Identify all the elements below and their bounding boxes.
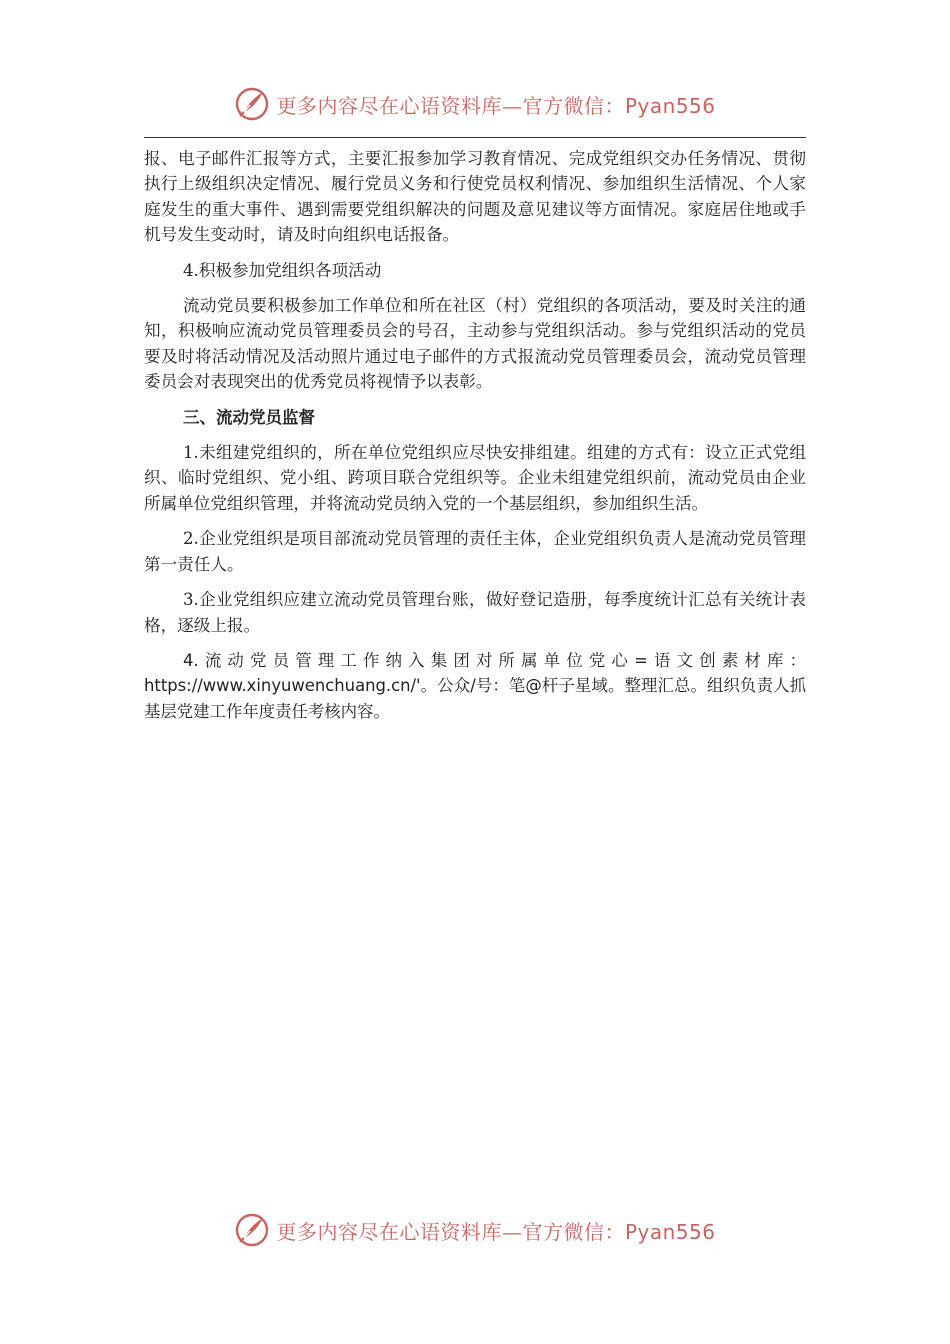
- footer-banner: [0, 1210, 950, 1250]
- section-heading-supervision: 三、流动党员监督: [183, 407, 315, 427]
- footer-brand-text: 更多内容尽在心语资料库—官方微信：Pyan556: [276, 1219, 716, 1244]
- paragraph-item-1: 1.未组建党组织的，所在单位党组织应尽快安排组建。组建的方式有：设立正式党组织、临时党组织、党小组、跨项目联合党组织等。企业未组建党组织前，流动党员由企业所属单位党组织管理，并将流动党员纳入党的一个基层组织，参加组织生活。: [144, 443, 806, 513]
- paragraph-item-3: 3.企业党组织应建立流动党员管理台账，做好登记造册，每季度统计汇总有关统计表格，逐级上报。: [144, 590, 806, 635]
- header-wechat-id: Pyan556: [624, 93, 716, 118]
- header-brand-text: 更多内容尽在心语资料库—官方微信：Pyan556: [276, 93, 716, 118]
- header-divider: [144, 137, 806, 138]
- header-banner: [0, 84, 950, 124]
- footer-wechat-id: Pyan556: [624, 1219, 716, 1244]
- quill-pen-icon: [234, 86, 270, 122]
- paragraph-item-4: 4.流动党员管理工作纳入集团对所属单位党心=语文创素材库：https://www.xinyuwenchuang.cn/'。公众/号：笔@杆子星域。整理汇总。组织负责人抓基层党建工作年度责任考核内容。: [144, 650, 806, 721]
- document-body: [144, 146, 806, 724]
- paragraph-report-continuation: 报、电子邮件汇报等方式，主要汇报参加学习教育情况、完成党组织交办任务情况、贯彻执行上级组织决定情况、履行党员义务和行使党员权利情况、参加组织生活情况、个人家庭发生的重大事件、遇到需要党组织解决的问题及意见建议等方面情况。家庭居住地或手机号发生变动时，请及时向组织电话报备。: [144, 149, 806, 245]
- paragraph-activities: 流动党员要积极参加工作单位和所在社区（村）党组织的各项活动，要及时关注的通知，积极响应流动党员管理委员会的号召，主动参与党组织活动。参与党组织活动的党员要及时将活动情况及活动照片通过电子邮件的方式报流动党员管理委员会，流动党员管理委员会对表现突出的优秀党员将视情予以表彰。: [144, 296, 806, 392]
- paragraph-item-2: 2.企业党组织是项目部流动党员管理的责任主体，企业党组织负责人是流动党员管理第一责任人。: [144, 529, 806, 574]
- quill-pen-icon: [234, 1212, 270, 1248]
- paragraph-item-4-title: 4.积极参加党组织各项活动: [183, 260, 382, 280]
